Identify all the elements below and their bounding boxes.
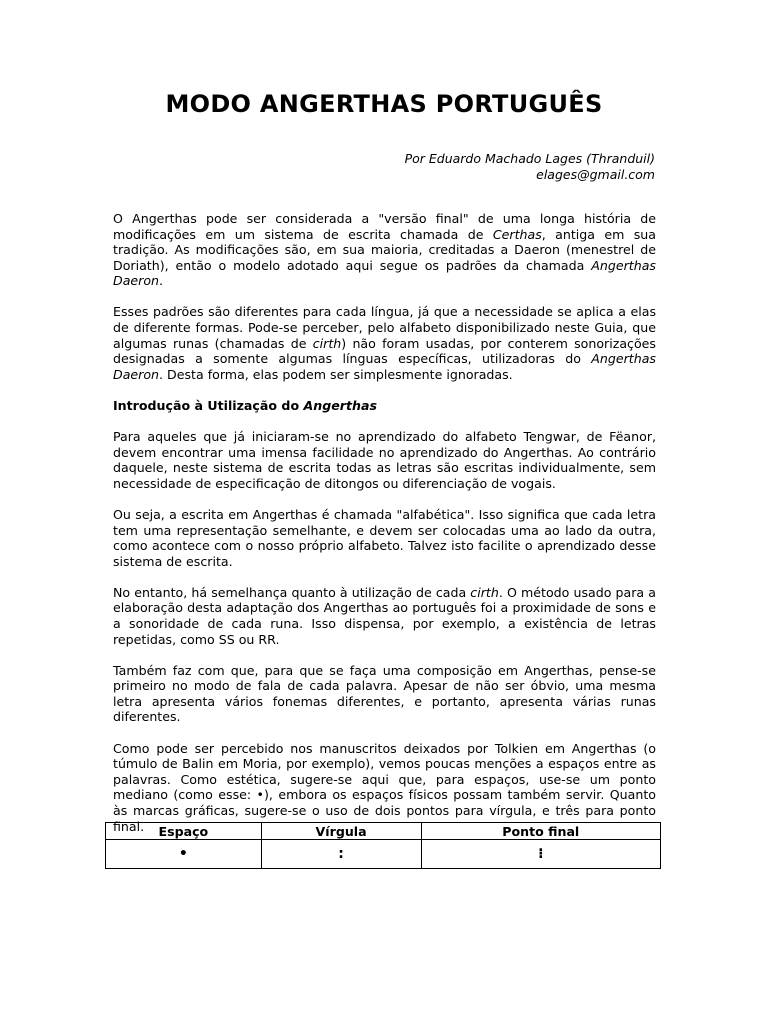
punctuation-table	[105, 822, 661, 869]
header-space: Espaço	[106, 823, 262, 840]
table-header-row	[106, 823, 661, 840]
paragraph-7: Como pode ser percebido nos manuscritos deixados por Tolkien em Angerthas (o túmulo de Balin em Moria, por exemplo), vemos poucas menções a espaços entre as palavras. Como estética, sugere-se aqui que, para espaços, use-se um ponto mediano (como esse: •), embora os espaços físicos possam também servir. Quanto às marcas gráficas, sugere-se o uso de dois pontos para vírgula, e três para ponto final.	[113, 740, 656, 834]
paragraph-2: Esses padrões são diferentes para cada língua, já que a necessidade se aplica a elas de diferente formas. Pode-se perceber, pelo alfabeto disponibilizado neste Guia, que algumas runas (chamadas de cirth) não foram usadas, por conterem sonorizações designadas a somente algumas línguas específicas, utilizadoras do Angerthas Daeron. Desta forma, elas podem ser simplesmente ignoradas.	[113, 304, 656, 382]
document-body	[113, 211, 656, 850]
comma-symbol: :	[261, 840, 421, 869]
paragraph-3: Para aqueles que já iniciaram-se no aprendizado do alfabeto Tengwar, de Fëanor, devem encontrar uma imensa facilidade no aprendizado do Angerthas. Ao contrário daquele, neste sistema de escrita todas as letras são escritas individualmente, sem necessidade de especificação de ditongos ou diferenciação de vogais.	[113, 429, 656, 491]
table-row	[106, 840, 661, 869]
header-period: Ponto final	[421, 823, 661, 840]
paragraph-1: O Angerthas pode ser considerada a "versão final" de uma longa história de modificações em um sistema de escrita chamada de Certhas, antiga em sua tradição. As modificações são, em sua maioria, creditadas a Daeron (menestrel de Doriath), então o modelo adotado aqui segue os padrões da chamada Angerthas Daeron.	[113, 211, 656, 289]
paragraph-5: No entanto, há semelhança quanto à utilização de cada cirth. O método usado para a elaboração desta adaptação dos Angerthas ao português foi a proximidade de sons e a sonoridade de cada runa. Isso dispensa, por exemplo, a existência de letras repetidas, como SS ou RR.	[113, 584, 656, 647]
header-comma: Vírgula	[261, 823, 421, 840]
period-symbol: ⁝	[421, 840, 661, 869]
paragraph-4: Ou seja, a escrita em Angerthas é chamada "alfabética". Isso significa que cada letra tem uma representação semelhante, e devem ser colocadas uma ao lado da outra, como acontece com o nosso próprio alfabeto. Talvez isto facilite o aprendizado desse sistema de escrita.	[113, 506, 656, 569]
author-line: Por Eduardo Machado Lages (Thranduil)	[404, 151, 655, 166]
page-title: MODO ANGERTHAS PORTUGUÊS	[165, 90, 603, 118]
byline	[405, 151, 655, 183]
section-heading: Introdução à Utilização do Angerthas	[113, 397, 377, 413]
paragraph-6: Também faz com que, para que se faça uma composição em Angerthas, pense-se primeiro no modo de fala de cada palavra. Apesar de não ser óbvio, uma mesma letra apresenta vários fonemas diferentes, e portanto, apresenta várias runas diferentes.	[113, 662, 656, 725]
space-symbol: •	[106, 840, 262, 869]
author-email: elages@gmail.com	[536, 167, 655, 182]
